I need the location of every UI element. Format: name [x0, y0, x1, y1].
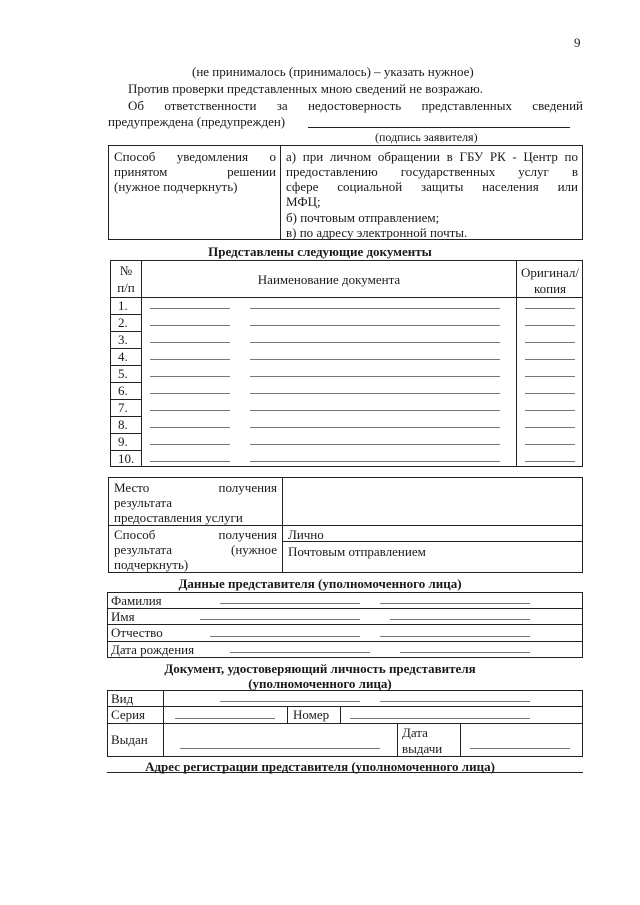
- notification-option-a-1: а) при личном обращении в ГБУ РК - Центр по: [286, 149, 578, 164]
- documents-heading: Представлены следующие документы: [208, 244, 432, 259]
- id-dash-3a: [180, 748, 380, 749]
- intro-line-2: Против проверки представленных мною сведений не возражаю.: [128, 81, 483, 96]
- notification-option-a-2: предоставлению государственных услуг в: [286, 164, 578, 179]
- documents-row-fill: [150, 461, 230, 462]
- documents-row-number: 6.: [118, 383, 128, 398]
- documents-row-fill: [250, 342, 500, 343]
- number-cell-right: [340, 706, 341, 723]
- documents-row-orig-fill: [525, 359, 575, 360]
- identity-heading-2: (уполномоченного лица): [248, 676, 392, 691]
- notification-option-c: в) по адресу электронной почты.: [286, 225, 468, 240]
- documents-row-number: 10.: [118, 451, 135, 466]
- documents-row-orig-fill: [525, 308, 575, 309]
- documents-row-fill: [250, 427, 500, 428]
- documents-row-orig-fill: [525, 342, 575, 343]
- notification-divider: [280, 145, 281, 240]
- id-dash-1b: [380, 701, 530, 702]
- identity-number-label: Номер: [293, 707, 330, 722]
- notification-option-a-4: МФЦ;: [286, 194, 321, 209]
- documents-row-number: 5.: [118, 366, 128, 381]
- notification-label-2: принятом решении: [114, 164, 276, 179]
- notification-option-a-3: сфере социальной защиты населения или: [286, 179, 578, 194]
- rep-dash-4a: [230, 652, 370, 653]
- documents-row-number: 8.: [118, 417, 128, 432]
- identity-issue-date-2: выдачи: [402, 741, 443, 756]
- documents-table: [110, 260, 583, 467]
- documents-row-fill: [250, 325, 500, 326]
- rep-dash-2b: [390, 619, 530, 620]
- documents-row-fill: [250, 410, 500, 411]
- documents-row-fill: [150, 444, 230, 445]
- id-dash-2a: [175, 718, 275, 719]
- identity-issued-by-label: Выдан: [111, 732, 148, 747]
- documents-row-number: 3.: [118, 332, 128, 347]
- result-method-2: результата (нужное: [114, 542, 277, 557]
- notification-label-1: Способ уведомления о: [114, 149, 276, 164]
- number-cell-left: [287, 706, 288, 723]
- intro-line-4: предупреждена (предупрежден): [108, 114, 286, 129]
- documents-row-fill: [150, 410, 230, 411]
- id-dash-3b: [470, 748, 570, 749]
- result-option-divider: [282, 541, 583, 542]
- documents-row-orig-fill: [525, 325, 575, 326]
- col-orig-line-1: Оригинал/: [520, 265, 580, 280]
- rep-dash-4b: [400, 652, 530, 653]
- col-orig-line-2: копия: [533, 281, 567, 296]
- documents-row-fill: [150, 393, 230, 394]
- documents-row-orig-fill: [525, 393, 575, 394]
- col-name-header: Наименование документа: [257, 272, 401, 287]
- rep-dash-2a: [200, 619, 360, 620]
- rep-dash-3a: [210, 636, 360, 637]
- address-heading: Адрес регистрации представителя (уполномоченного лица): [145, 759, 495, 774]
- result-place-2: результата: [114, 495, 173, 510]
- documents-row-fill: [250, 444, 500, 445]
- documents-row-number: 9.: [118, 434, 128, 449]
- documents-row-fill: [250, 376, 500, 377]
- rep-dash-3b: [380, 636, 530, 637]
- id-dash-2b: [350, 718, 530, 719]
- rep-row-divider-2: [107, 624, 583, 625]
- documents-row-fill: [250, 308, 500, 309]
- documents-header-divider: [110, 297, 583, 298]
- issue-date-cell-left: [397, 723, 398, 757]
- documents-row-fill: [150, 325, 230, 326]
- rep-dash-1b: [380, 603, 530, 604]
- notification-option-b: б) почтовым отправлением;: [286, 210, 440, 225]
- issue-date-cell-right: [460, 723, 461, 757]
- documents-row-fill: [250, 461, 500, 462]
- identity-series-label: Серия: [111, 707, 146, 722]
- documents-row-orig-fill: [525, 376, 575, 377]
- representative-heading: Данные представителя (уполномоченного лица): [178, 576, 462, 591]
- documents-row-fill: [250, 359, 500, 360]
- intro-line-3: Об ответственности за недостоверность представленных сведений: [128, 98, 583, 113]
- result-place-3: предоставления услуги: [114, 510, 243, 525]
- identity-row-divider-2: [107, 723, 583, 724]
- documents-row-fill: [150, 427, 230, 428]
- signature-caption: (подпись заявителя): [375, 130, 478, 144]
- col-no-line-1: №: [119, 263, 133, 278]
- documents-row-number: 4.: [118, 349, 128, 364]
- documents-col-divider-1: [141, 260, 142, 467]
- documents-row-orig-fill: [525, 461, 575, 462]
- result-place-1: Место получения: [114, 480, 277, 495]
- notification-label-3: (нужное подчеркнуть): [114, 179, 238, 194]
- result-method-3: подчеркнуть): [114, 557, 189, 572]
- identity-heading-1: Документ, удостоверяющий личность представителя: [164, 661, 476, 676]
- documents-row-number: 1.: [118, 298, 128, 313]
- signature-line: [308, 127, 570, 128]
- documents-row-orig-fill: [525, 444, 575, 445]
- id-dash-1a: [220, 701, 360, 702]
- rep-field-patronymic: Отчество: [111, 625, 163, 640]
- result-row-divider: [108, 525, 583, 526]
- identity-issue-date-1: Дата: [402, 725, 428, 740]
- documents-row-number: 2.: [118, 315, 128, 330]
- rep-row-divider-1: [107, 608, 583, 609]
- documents-row-fill: [250, 393, 500, 394]
- rep-field-surname: Фамилия: [111, 593, 162, 608]
- page-number: 9: [574, 35, 581, 50]
- result-option-post: Почтовым отправлением: [288, 544, 426, 559]
- documents-row-orig-fill: [525, 427, 575, 428]
- intro-line-1: (не принималось (принималось) – указать нужное): [192, 64, 474, 79]
- documents-row-fill: [150, 342, 230, 343]
- identity-row-divider-1: [107, 706, 583, 707]
- documents-row-number: 7.: [118, 400, 128, 415]
- documents-row-orig-fill: [525, 410, 575, 411]
- documents-row-fill: [150, 376, 230, 377]
- rep-dash-1a: [220, 603, 360, 604]
- result-option-personal: Лично: [288, 527, 324, 542]
- documents-row-fill: [150, 359, 230, 360]
- result-method-1: Способ получения: [114, 527, 277, 542]
- rep-field-name: Имя: [111, 609, 135, 624]
- rep-field-birthdate: Дата рождения: [111, 642, 195, 657]
- col-no-line-2: п/п: [117, 280, 135, 295]
- documents-row-fill: [150, 308, 230, 309]
- identity-kind-label: Вид: [111, 691, 134, 706]
